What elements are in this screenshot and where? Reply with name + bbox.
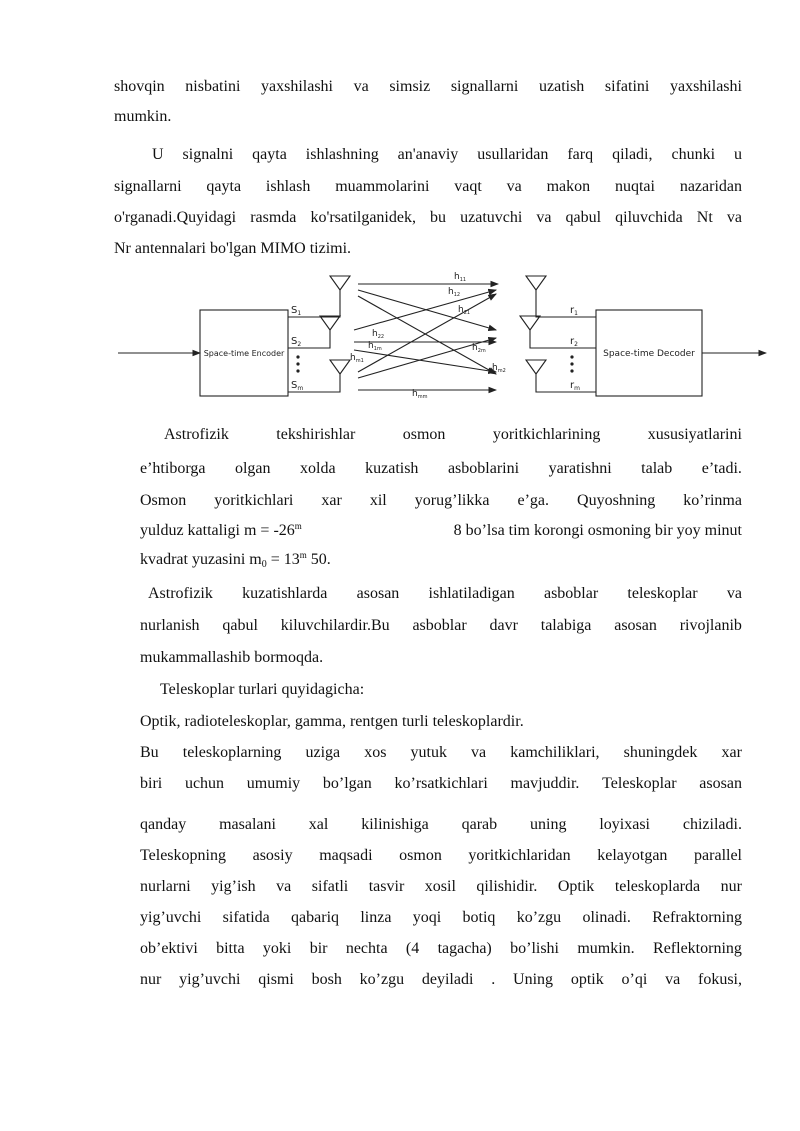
text-line: Astrofizik kuzatishlarda asosan ishlatiladigan asboblar teleskoplar va — [148, 585, 742, 602]
channel-label: $h_{m1}$ — [350, 353, 364, 364]
text-line: biri uchun umumiy bo’lgan ko’rsatkichlari mavjuddir. Teleskoplar asosan — [140, 775, 742, 792]
text-line: Bu teleskoplarning uziga xos yutuk va kamchiliklari, shuningdek xar — [140, 744, 742, 761]
tx-label: $S_2$ — [291, 336, 302, 348]
text-line: nurlanish qabul kiluvchilardir.Bu asboblar davr talabiga asosan rivojlanib — [140, 617, 742, 634]
channel-label: $h_{m2}$ — [492, 363, 506, 374]
tx-label: $S_m$ — [291, 380, 304, 392]
tx-antenna-m — [330, 360, 350, 374]
tx-antenna-2 — [320, 316, 340, 330]
rx-antenna-1 — [526, 276, 546, 290]
text-line: Astrofizik tekshirishlar osmon yoritkichlarining xususiyatlarini — [164, 426, 742, 443]
text-line: Teleskoplar turlari quyidagicha: — [160, 681, 365, 698]
text-line: mukammallashib bormoqda. — [140, 649, 324, 666]
channel-label: $h_{12}$ — [448, 287, 461, 298]
rx-feed-m — [536, 374, 596, 392]
rx-feed-1 — [536, 290, 596, 317]
text-segment: yulduz kattaligi $m = -26^m$ — [140, 521, 302, 539]
channel-label: $h_{1m}$ — [368, 341, 382, 352]
rx-label: $r_2$ — [570, 336, 578, 348]
text-line: shovqin nisbatini yaxshilashi va simsiz signallarni uzatish sifatini yaxshilashi — [114, 78, 742, 95]
text-line: Osmon yoritkichlari xar xil yorug’likka e’ga. Quyoshning ko’rinma — [140, 492, 742, 509]
text-line — [140, 521, 742, 541]
tx-label: $S_1$ — [291, 305, 302, 317]
text-line: kvadrat yuzasini $m_0 = 13^m$ 50. — [140, 550, 331, 570]
rx-antenna-m — [526, 360, 546, 374]
text-line: nurlarni yig’ish va sifatli tasvir xosil qilishidir. Optik teleskoplarda nur — [140, 878, 742, 895]
decoder-label: Space-time Decoder — [603, 349, 695, 359]
tx-antenna-1 — [330, 276, 350, 290]
rx-label: $r_m$ — [570, 380, 580, 392]
rx-antenna-2 — [520, 316, 540, 330]
text-line: mumkin. — [114, 108, 172, 125]
channel-label: $h_{mm}$ — [412, 389, 428, 400]
rx-ellipsis — [570, 355, 573, 372]
text-line: o'rganadi.Quyidagi rasmda ko'rsatilganidek, bu uzatuvchi va qabul qiluvchida Nt va — [114, 209, 742, 226]
text-line: Teleskopning asosiy maqsadi osmon yoritkichlaridan kelayotgan parallel — [140, 847, 742, 864]
text-segment: 8 bo’lsa tim korongi osmoning bir yoy minut — [453, 522, 742, 539]
tx-ellipsis — [296, 355, 299, 372]
channel-label: $h_{2m}$ — [472, 343, 486, 354]
text-line: qanday masalani xal kilinishiga qarab uning loyixasi chiziladi. — [140, 816, 742, 833]
encoder-label: Space-time Encoder — [203, 349, 285, 358]
rx-feed-2 — [530, 330, 596, 348]
mimo-system-diagram — [118, 268, 768, 416]
text-line: U signalni qayta ishlashning an'anaviy usullaridan farq qiladi, chunki u — [152, 146, 742, 163]
text-line: Optik, radioteleskoplar, gamma, rentgen turli teleskoplardir. — [140, 713, 524, 730]
text-line: ob’ektivi bitta yoki bir nechta (4 tagacha) bo’lishi mumkin. Reflektorning — [140, 940, 742, 957]
text-line: Nr antennalari bo'lgan MIMO tizimi. — [114, 240, 352, 257]
text-line: yig’uvchi sifatida qabariq linza yoqi botiq ko’zgu olinadi. Refraktorning — [140, 909, 742, 926]
text-line: e’htiborga olgan xolda kuzatish asboblarini yaratishni talab e’tadi. — [140, 460, 742, 477]
text-line: nur yig’uvchi qismi bosh ko’zgu deyiladi . Uning optik o’qi va fokusi, — [140, 971, 742, 988]
channel-label: $h_{22}$ — [372, 329, 385, 340]
rx-label: $r_1$ — [570, 305, 578, 317]
text-line: signallarni qayta ishlash muammolarini vaqt va makon nuqtai nazaridan — [114, 178, 742, 195]
channel-label: $h_{11}$ — [454, 272, 467, 283]
channel-label: $h_{21}$ — [458, 305, 471, 316]
